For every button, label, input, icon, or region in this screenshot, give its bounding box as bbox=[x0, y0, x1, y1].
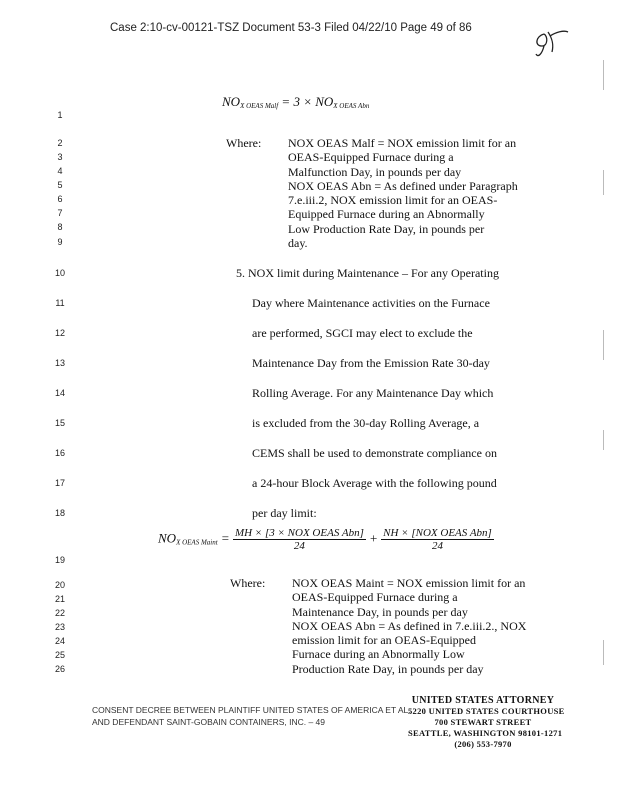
equation-maintenance bbox=[158, 527, 494, 552]
equation-malfunction bbox=[222, 94, 369, 110]
paragraph-5-line: are performed, SGCI may elect to exclude the bbox=[252, 326, 473, 340]
paragraph-5-line: a 24-hour Block Average with the following pound bbox=[252, 476, 497, 490]
line-number: 23 bbox=[54, 622, 65, 632]
line-number: 16 bbox=[54, 448, 65, 458]
eq2-lhs-sub: X OEAS Maint bbox=[176, 538, 218, 547]
line-number: 18 bbox=[54, 508, 65, 518]
eq2-numerator-2: NH × [NOX OEAS Abn] bbox=[383, 527, 492, 539]
line-number: 12 bbox=[54, 328, 65, 338]
line-number: 11 bbox=[55, 298, 65, 308]
where-label-1: Where: bbox=[226, 136, 262, 150]
footer-address-line: (206) 553-7970 bbox=[454, 739, 512, 749]
paragraph-5-line: 5. NOX limit during Maintenance – For any Operating bbox=[236, 266, 499, 280]
scan-mark bbox=[603, 640, 604, 665]
footer-address-line: 700 STEWART STREET bbox=[434, 717, 532, 727]
eq1-lhs-sub: X OEAS Malf bbox=[240, 102, 279, 110]
footer-address-line: SEATTLE, WASHINGTON 98101-1271 bbox=[408, 728, 563, 738]
line-number: 17 bbox=[54, 478, 65, 488]
paragraph-5-line: CEMS shall be used to demonstrate compliance on bbox=[252, 446, 497, 460]
eq2-fraction-2 bbox=[381, 527, 494, 552]
line-number: 10 bbox=[54, 268, 65, 278]
where2-line: NOX OEAS Maint = NOX emission limit for an bbox=[292, 576, 526, 590]
paragraph-5-line: is excluded from the 30-day Rolling Average, a bbox=[252, 416, 480, 430]
where2-line: emission limit for an OEAS-Equipped bbox=[292, 633, 476, 648]
case-header: Case 2:10-cv-00121-TSZ Document 53-3 Filed 04/22/10 Page 49 of 86 bbox=[110, 22, 472, 34]
scan-mark bbox=[603, 430, 604, 450]
scan-mark bbox=[603, 170, 604, 195]
line-number: 15 bbox=[54, 418, 65, 428]
line-number: 26 bbox=[54, 664, 65, 674]
where1-line: Malfunction Day, in pounds per day bbox=[288, 164, 462, 179]
line-number: 22 bbox=[54, 608, 65, 618]
eq2-lhs: NO bbox=[158, 530, 177, 546]
eq2-equals: = bbox=[220, 530, 230, 546]
eq2-plus: + bbox=[369, 530, 378, 546]
where1-line: NOX OEAS Abn = As defined under Paragraph bbox=[288, 178, 518, 193]
eq2-numerator-1: MH × [3 × NOX OEAS Abn] bbox=[234, 527, 364, 539]
where1-line: NOX OEAS Malf = NOX emission limit for an bbox=[288, 136, 517, 150]
footer-caption bbox=[92, 704, 411, 728]
scan-mark bbox=[603, 330, 604, 360]
eq2-denominator-1: 24 bbox=[293, 540, 305, 552]
where1-line: Low Production Rate Day, in pounds per bbox=[288, 221, 485, 236]
line-number: 21 bbox=[54, 594, 65, 604]
line-number: 9 bbox=[57, 237, 63, 247]
footer-address bbox=[408, 695, 565, 750]
eq2-denominator-2: 24 bbox=[431, 540, 443, 552]
line-number: 7 bbox=[57, 208, 63, 218]
line-number: 20 bbox=[54, 580, 65, 590]
line-number: 2 bbox=[57, 138, 63, 148]
paragraph-5-line: per day limit: bbox=[252, 506, 317, 520]
line-number: 3 bbox=[57, 152, 63, 162]
where2-line: Maintenance Day, in pounds per day bbox=[292, 604, 468, 619]
where-block-2 bbox=[292, 576, 526, 676]
footer-address-line: 5220 UNITED STATES COURTHOUSE bbox=[408, 706, 565, 716]
paragraph-5 bbox=[236, 266, 499, 536]
handwritten-initials bbox=[530, 26, 570, 65]
paragraph-5-line: Rolling Average. For any Maintenance Day which bbox=[252, 386, 494, 400]
where-label-2: Where: bbox=[230, 576, 266, 590]
line-number: 1 bbox=[57, 110, 63, 120]
eq1-rhs-sub: X OEAS Abn bbox=[333, 102, 370, 110]
where-block-1 bbox=[288, 136, 518, 250]
line-number: 8 bbox=[57, 222, 63, 232]
scan-mark bbox=[603, 60, 604, 90]
footer-address-line: UNITED STATES ATTORNEY bbox=[411, 695, 555, 706]
where2-line: NOX OEAS Abn = As defined in 7.e.iii.2., NOX bbox=[292, 618, 527, 633]
where1-line: 7.e.iii.2, NOX emission limit for an OEAS- bbox=[288, 193, 498, 208]
where2-line: Production Rate Day, in pounds per day bbox=[292, 661, 484, 676]
where1-line: day. bbox=[288, 236, 308, 251]
where2-line: OEAS-Equipped Furnace during a bbox=[292, 590, 458, 605]
footer-caption-line-1: CONSENT DECREE BETWEEN PLAINTIFF UNITED STATES OF AMERICA ET AL. bbox=[92, 705, 411, 715]
line-number: 5 bbox=[57, 180, 63, 190]
eq1-rhs: = 3 × NO bbox=[278, 94, 334, 109]
line-number: 25 bbox=[54, 650, 65, 660]
eq1-lhs: NO bbox=[222, 94, 241, 109]
paragraph-5-line: Maintenance Day from the Emission Rate 30-day bbox=[252, 356, 490, 370]
line-number: 6 bbox=[57, 194, 63, 204]
line-number: 14 bbox=[54, 388, 65, 398]
where1-line: Equipped Furnace during an Abnormally bbox=[288, 207, 485, 222]
footer-caption-line-2: AND DEFENDANT SAINT-GOBAIN CONTAINERS, INC. – 49 bbox=[92, 717, 326, 727]
line-number: 4 bbox=[57, 166, 63, 176]
line-number: 19 bbox=[54, 555, 65, 565]
line-number: 24 bbox=[54, 636, 65, 646]
eq2-fraction-1 bbox=[233, 527, 366, 552]
paragraph-5-line: Day where Maintenance activities on the Furnace bbox=[252, 296, 490, 310]
where1-line: OEAS-Equipped Furnace during a bbox=[288, 150, 454, 165]
where2-line: Furnace during an Abnormally Low bbox=[292, 647, 465, 662]
line-number: 13 bbox=[54, 358, 65, 368]
